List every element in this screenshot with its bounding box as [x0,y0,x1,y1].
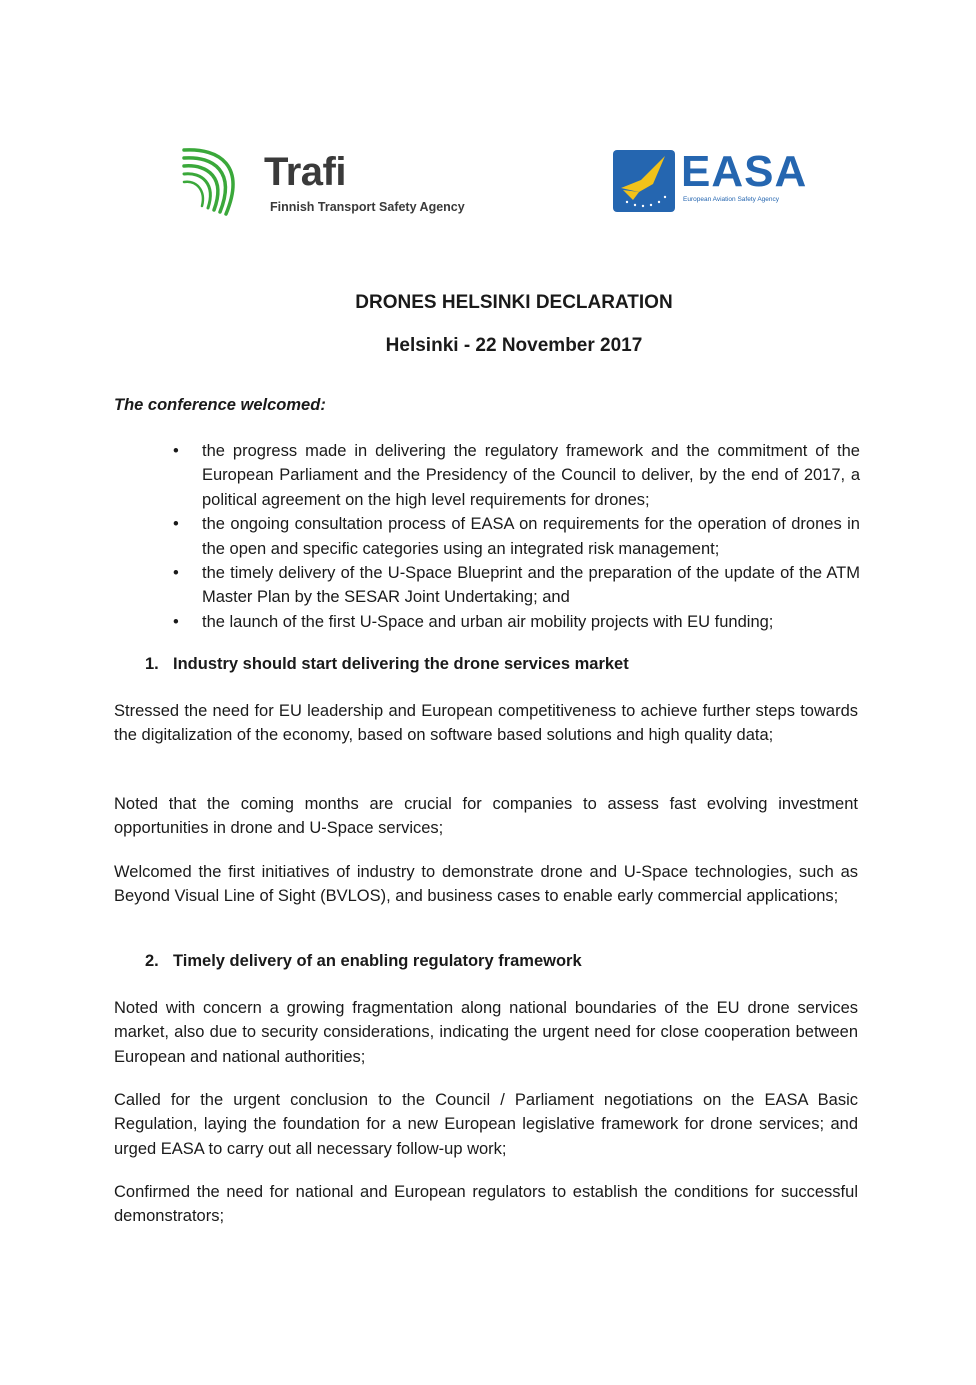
list-item [170,512,860,561]
easa-subtitle: European Aviation Safety Agency [683,196,780,203]
section-2-paragraph-1: Noted with concern a growing fragmentation along national boundaries of the EU drone services market, also due to security considerations, indicating the urgent need for close cooperation between European and national authorities; [114,999,858,1066]
section-number: 1. [145,655,159,673]
bullet-icon: • [173,515,179,534]
document-subtitle: Helsinki - 22 November 2017 [385,335,643,356]
easa-emblem-icon [613,150,675,212]
list-item [170,439,860,512]
list-item-text: the launch of the first U-Space and urban air mobility projects with EU funding; [202,612,774,631]
section-title: Timely delivery of an enabling regulatory framework [173,952,582,970]
section-number: 2. [145,952,159,970]
bullet-icon: • [173,564,179,583]
easa-logo [613,148,813,214]
list-item-text: the progress made in delivering the regulatory framework and the commitment of the European Parliament and the Presidency of the Council to deliver, by the end of 2017, a political agreement on the high level requirements for drones; [202,442,860,509]
document-title: DRONES HELSINKI DECLARATION [355,292,673,313]
trafi-wordmark: Trafi [264,150,346,194]
section-1-paragraph-1: Stressed the need for EU leadership and European competitiveness to achieve further steps towards the digitalization of the economy, based on software based solutions and high quality data; [114,702,858,745]
section-1-paragraph-3: Welcomed the first initiatives of industry to demonstrate drone and U-Space technologies, such as Beyond Visual Line of Sight (BVLOS), and business cases to enable early commercial applications; [114,863,858,906]
list-item [170,561,860,610]
trafi-swoosh-icon [180,142,260,218]
bullet-icon: • [173,612,179,631]
trafi-subtitle: Finnish Transport Safety Agency [270,200,465,214]
list-item-text: the ongoing consultation process of EASA on requirements for the operation of drones in the open and specific categories using an integrated risk management; [202,515,860,558]
section-title: Industry should start delivering the drone services market [173,655,629,673]
welcomed-list [170,439,860,634]
list-item-text: the timely delivery of the U-Space Blueprint and the preparation of the update of the ATM Master Plan by the SESAR Joint Undertaking; and [202,564,860,607]
trafi-logo [180,140,470,222]
section-1-paragraph-2: Noted that the coming months are crucial for companies to assess fast evolving investment opportunities in drone and U-Space services; [114,795,858,838]
list-item [170,610,860,634]
section-2-paragraph-3: Confirmed the need for national and European regulators to establish the conditions for successful demonstrators; [114,1183,858,1226]
intro-heading: The conference welcomed: [114,396,326,414]
section-2-heading [145,952,582,971]
section-1-heading [145,655,629,674]
bullet-icon: • [173,442,179,460]
easa-wordmark: EASA [681,147,808,196]
section-2-paragraph-2: Called for the urgent conclusion to the Council / Parliament negotiations on the EASA Basic Regulation, laying the foundation for a new European legislative framework for drone services; and urged EASA to carry out all necessary follow-up work; [114,1091,858,1158]
